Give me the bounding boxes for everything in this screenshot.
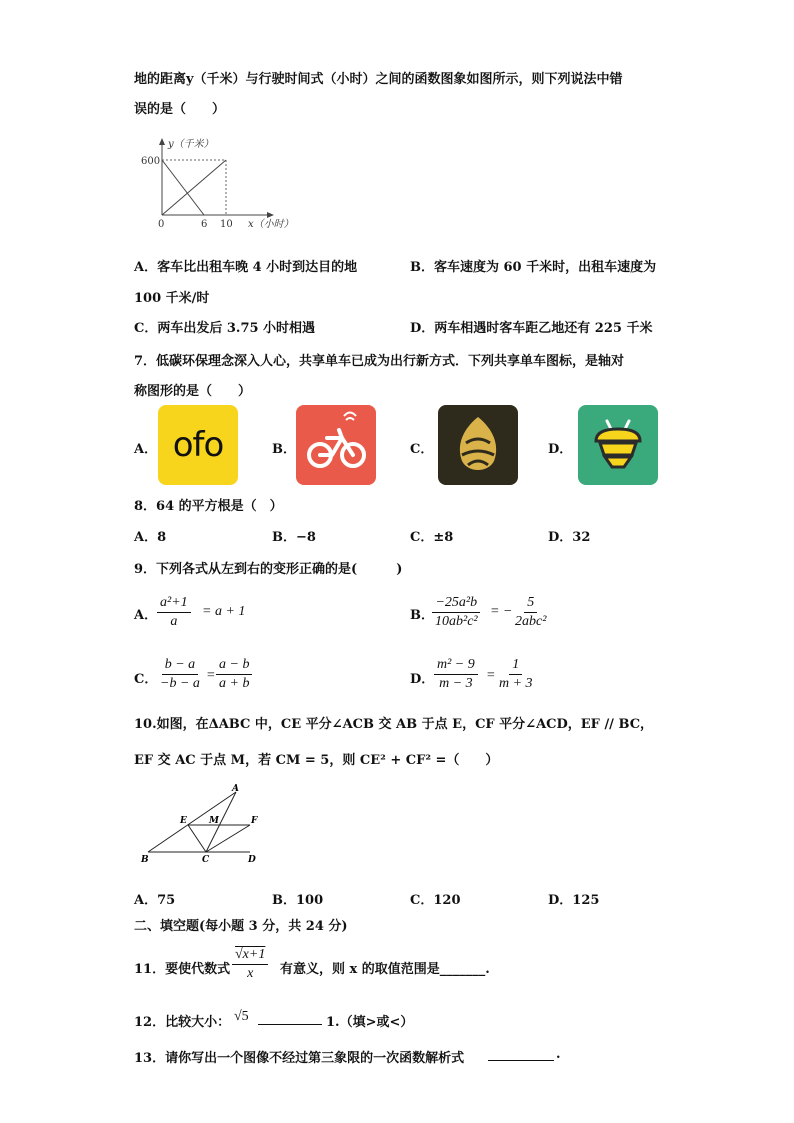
q7-label-a: A． — [134, 442, 158, 457]
q9-d-rhs-fraction — [496, 656, 536, 693]
q9-label-c: C． — [134, 672, 158, 687]
q8-option-a: A．8 — [134, 530, 167, 545]
mobike-logo-icon — [296, 405, 376, 485]
ofo-logo-icon — [158, 405, 238, 485]
q9-c-rhs-fraction — [216, 656, 252, 693]
q6-option-c: C．两车出发后 3.75 小时相遇 — [134, 321, 316, 336]
graph-x-tick-10: 10 — [220, 219, 233, 230]
q13-text: 13．请你写出一个图像不经过第三象限的一次函数解析式 — [134, 1051, 465, 1066]
q9-d-eq: = — [486, 668, 496, 683]
fig-line-ce — [188, 825, 206, 852]
q11-den: x — [247, 966, 254, 981]
ofo-logo-text: ofo — [172, 425, 224, 465]
point-f: F — [251, 816, 258, 826]
graph-bus-line — [162, 160, 226, 215]
point-m: M — [209, 816, 219, 826]
q10-option-a: A．75 — [134, 893, 176, 908]
q9-c-rnum: a − b — [216, 656, 252, 675]
q10-figure — [138, 782, 268, 868]
q6-option-b-line2: 100 千米/时 — [134, 291, 210, 306]
q9-a-lhs-fraction — [157, 594, 191, 631]
q7-label-c: C． — [410, 442, 434, 457]
q12-blank[interactable] — [258, 1024, 322, 1025]
graph-x-arrow — [267, 212, 274, 218]
q9-d-num: m² − 9 — [434, 656, 478, 675]
q9-b-rnum: 5 — [524, 594, 537, 613]
fig-line-ab — [148, 792, 236, 852]
q11-num: √x+1 — [232, 946, 268, 965]
graph-x-label: x（小时） — [248, 219, 294, 230]
q9-a-den: a — [170, 614, 178, 629]
pinecone-logo-icon — [438, 405, 518, 485]
q7-stem-line2: 称图形的是（ ） — [134, 384, 252, 399]
q8-option-c: C．±8 — [410, 530, 454, 545]
q6-stem-line2: 误的是（ ） — [134, 102, 226, 117]
graph-x-tick-6: 6 — [201, 219, 208, 230]
graph-y-arrow — [159, 138, 165, 145]
point-d: D — [248, 855, 256, 865]
bike-icon — [296, 405, 376, 485]
q13-end: . — [556, 1047, 561, 1062]
q12-post: 1.（填>或<） — [326, 1015, 414, 1030]
q12-root: √5 — [234, 1009, 249, 1024]
q13-blank[interactable] — [488, 1060, 554, 1061]
bee-icon — [578, 405, 658, 485]
q9-c-rden: a + b — [219, 676, 250, 691]
q9-label-b: B． — [410, 608, 434, 623]
q9-stem: 9．下列各式从左到右的变形正确的是( ) — [134, 562, 403, 577]
pinecone-icon — [438, 405, 518, 485]
bee-logo-icon — [578, 405, 658, 485]
graph-y-label: y（千米） — [168, 139, 214, 150]
q9-d-rnum: 1 — [509, 656, 522, 675]
q9-b-rden: 2abc² — [515, 614, 547, 629]
q9-d-lhs-fraction — [434, 656, 478, 693]
q6-option-b-line1: B．客车速度为 60 千米时，出租车速度为 — [410, 260, 657, 275]
point-b: B — [141, 855, 149, 865]
q8-option-b: B．−8 — [272, 530, 316, 545]
q7-stem-line1: 7．低碳环保理念深入人心，共享单车已成为出行新方式．下列共享单车图标，是轴对 — [134, 354, 625, 369]
q9-a-rhs: = a + 1 — [202, 604, 246, 619]
q9-b-rhs-fraction — [512, 594, 549, 631]
q10-option-b: B．100 — [272, 893, 324, 908]
q6-stem-line1: 地的距离y（千米）与行驶时间式（小时）之间的函数图象如图所示，则下列说法中错 — [134, 72, 623, 87]
q11-post: 有意义，则 x 的取值范围是_______. — [280, 962, 490, 977]
q9-label-a: A． — [134, 608, 158, 623]
q8-stem: 8．64 的平方根是（ ） — [134, 499, 283, 514]
q6-graph — [140, 130, 320, 235]
q9-c-eq: = — [206, 668, 216, 683]
q7-label-b: B． — [272, 442, 296, 457]
point-a: A — [232, 784, 239, 794]
q10-stem-line2: EF 交 AC 于点 M，若 CM = 5，则 CE² + CF² =（ ） — [134, 753, 499, 768]
q12-pre: 12．比较大小： — [134, 1015, 231, 1030]
q10-option-d: D．125 — [548, 893, 600, 908]
q9-b-eq: = − — [490, 604, 513, 619]
q11-fraction — [232, 946, 268, 983]
q9-c-lhs-fraction — [157, 656, 203, 693]
section-heading: 二、填空题(每小题 3 分，共 24 分) — [134, 919, 348, 934]
q9-label-d: D． — [410, 672, 435, 687]
graph-taxi-line — [162, 160, 204, 215]
q10-stem-line1: 10.如图，在ΔABC 中，CE 平分∠ACB 交 AB 于点 E，CF 平分∠ACD，EF // BC， — [134, 717, 654, 732]
point-c: C — [202, 855, 210, 865]
graph-y-tick: 600 — [141, 156, 161, 167]
q9-b-num: −25a²b — [432, 594, 480, 613]
q6-option-a: A．客车比出租车晚 4 小时到达目的地 — [134, 260, 358, 275]
q7-label-d: D． — [548, 442, 573, 457]
point-e: E — [180, 816, 187, 826]
q9-a-num: a²+1 — [157, 594, 191, 613]
q11-pre: 11．要使代数式 — [134, 962, 231, 977]
q9-d-den: m − 3 — [439, 676, 473, 691]
q6-option-d: D．两车相遇时客车距乙地还有 225 千米 — [410, 321, 653, 336]
q10-option-c: C．120 — [410, 893, 461, 908]
graph-origin: 0 — [158, 219, 165, 230]
q9-b-lhs-fraction — [432, 594, 481, 631]
q9-b-den: 10ab²c² — [435, 614, 478, 629]
q9-c-num: b − a — [162, 656, 198, 675]
q8-option-d: D．32 — [548, 530, 591, 545]
q9-c-den: −b − a — [160, 676, 200, 691]
q9-d-rden: m + 3 — [499, 676, 533, 691]
